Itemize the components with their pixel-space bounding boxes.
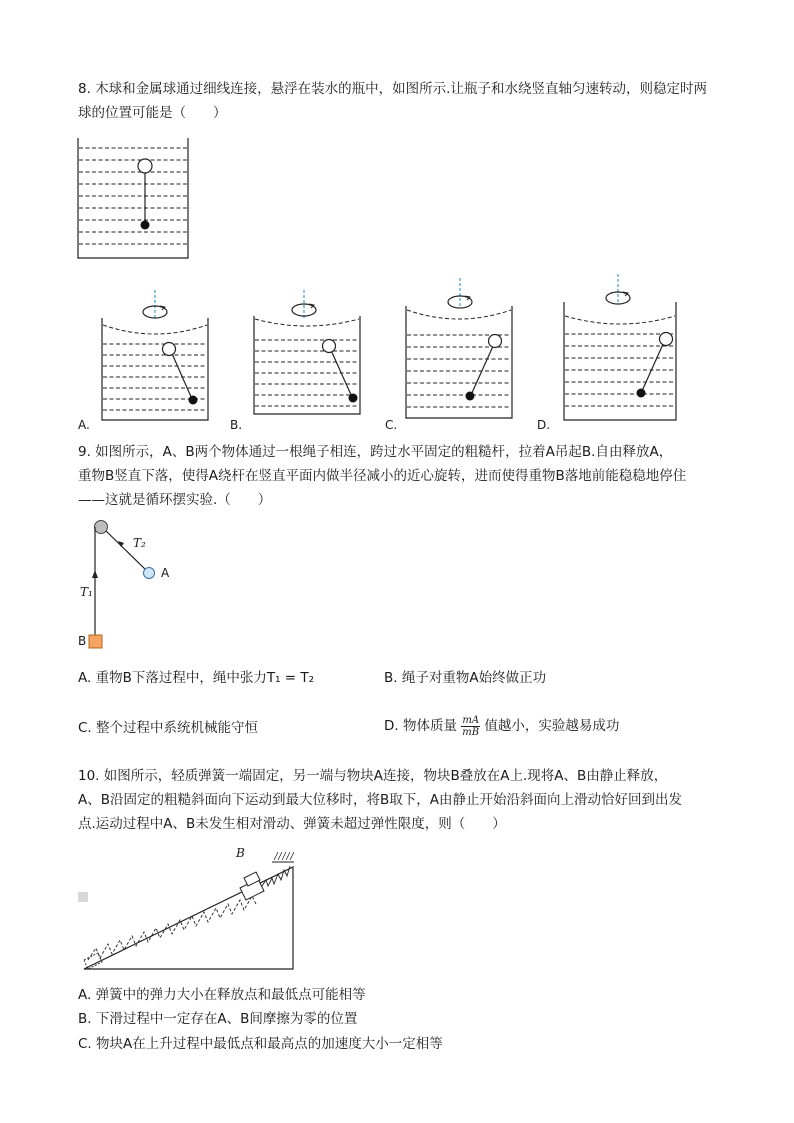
q9-stem-line2: 重物B竖直下落，使得A绕杆在竖直平面内做半径减小的近心旋转，进而使得重物B落地前能稳稳地停住 [78, 468, 687, 484]
q8-option-b-diagram[interactable] [252, 288, 364, 424]
q10-stem-line2: A、B沿固定的粗糙斜面向下运动到最大位移时，将B取下，A由静止开始沿斜面向上滑动恰好回到出发 [78, 792, 682, 808]
q8-stem-line2: 球的位置可能是（ ） [78, 105, 227, 121]
q8-option-b-label[interactable]: B. [230, 418, 243, 432]
q10-option-b[interactable]: B. 下滑过程中一定存在A、B间摩擦为零的位置 [78, 1011, 358, 1027]
q10-incline-diagram [78, 842, 298, 974]
q9-t2-label: T₂ [133, 536, 146, 550]
q10-option-c[interactable]: C. 物块A在上升过程中最低点和最高点的加速度大小一定相等 [78, 1036, 443, 1052]
q8-option-d-label[interactable]: D. [537, 418, 551, 432]
q8-option-c-diagram[interactable] [404, 276, 516, 424]
q10-stem-line1: 10. 如图所示，轻质弹簧一端固定，另一端与物块A连接，物块B叠放在A上.现将A、B由静止释放， [78, 768, 668, 784]
q9-b-label: B [78, 634, 87, 648]
mass-ratio-fraction [461, 715, 480, 738]
q10-stem-line3: 点.运动过程中A、B未发生相对滑动、弹簧未超过弹性限度，则（ ） [78, 816, 506, 832]
q8-option-c-label[interactable]: C. [385, 418, 398, 432]
q10-b-label: B [236, 846, 245, 860]
q10-option-a[interactable]: A. 弹簧中的弹力大小在释放点和最低点可能相等 [78, 987, 366, 1003]
q8-stem-line1: 8. 木球和金属球通过细线连接，悬浮在装水的瓶中，如图所示.让瓶子和水绕竖直轴匀速转动，则稳定时两 [78, 81, 707, 97]
q8-option-a-diagram[interactable] [100, 288, 212, 424]
q9-option-d-suffix: 值越小，实验越易成功 [484, 718, 620, 734]
q9-option-d[interactable] [384, 711, 619, 741]
q8-option-d-diagram[interactable] [562, 272, 680, 424]
q8-option-a-label[interactable]: A. [78, 418, 90, 432]
q9-option-b[interactable]: B. 绳子对重物A始终做正功 [384, 670, 547, 686]
q9-option-a[interactable]: A. 重物B下落过程中，绳中张力T₁ = T₂ [78, 670, 315, 686]
mass-ratio-numerator: mA [462, 714, 480, 726]
q9-option-d-prefix: D. 物体质量 [384, 718, 457, 734]
q8-original-diagram [76, 136, 196, 262]
mass-ratio-denominator: mB [462, 726, 480, 738]
q9-a-label: A [161, 566, 170, 580]
q9-t1-label: T₁ [80, 585, 93, 599]
q9-diagram [76, 516, 186, 652]
q9-stem-line1: 9. 如图所示，A、B两个物体通过一根绳子相连，跨过水平固定的粗糙杆，拉着A吊起B.自由释放A， [78, 444, 673, 460]
q9-option-c[interactable]: C. 整个过程中系统机械能守恒 [78, 720, 259, 736]
q9-stem-line3: ——这就是循环摆实验.（ ） [78, 492, 272, 508]
